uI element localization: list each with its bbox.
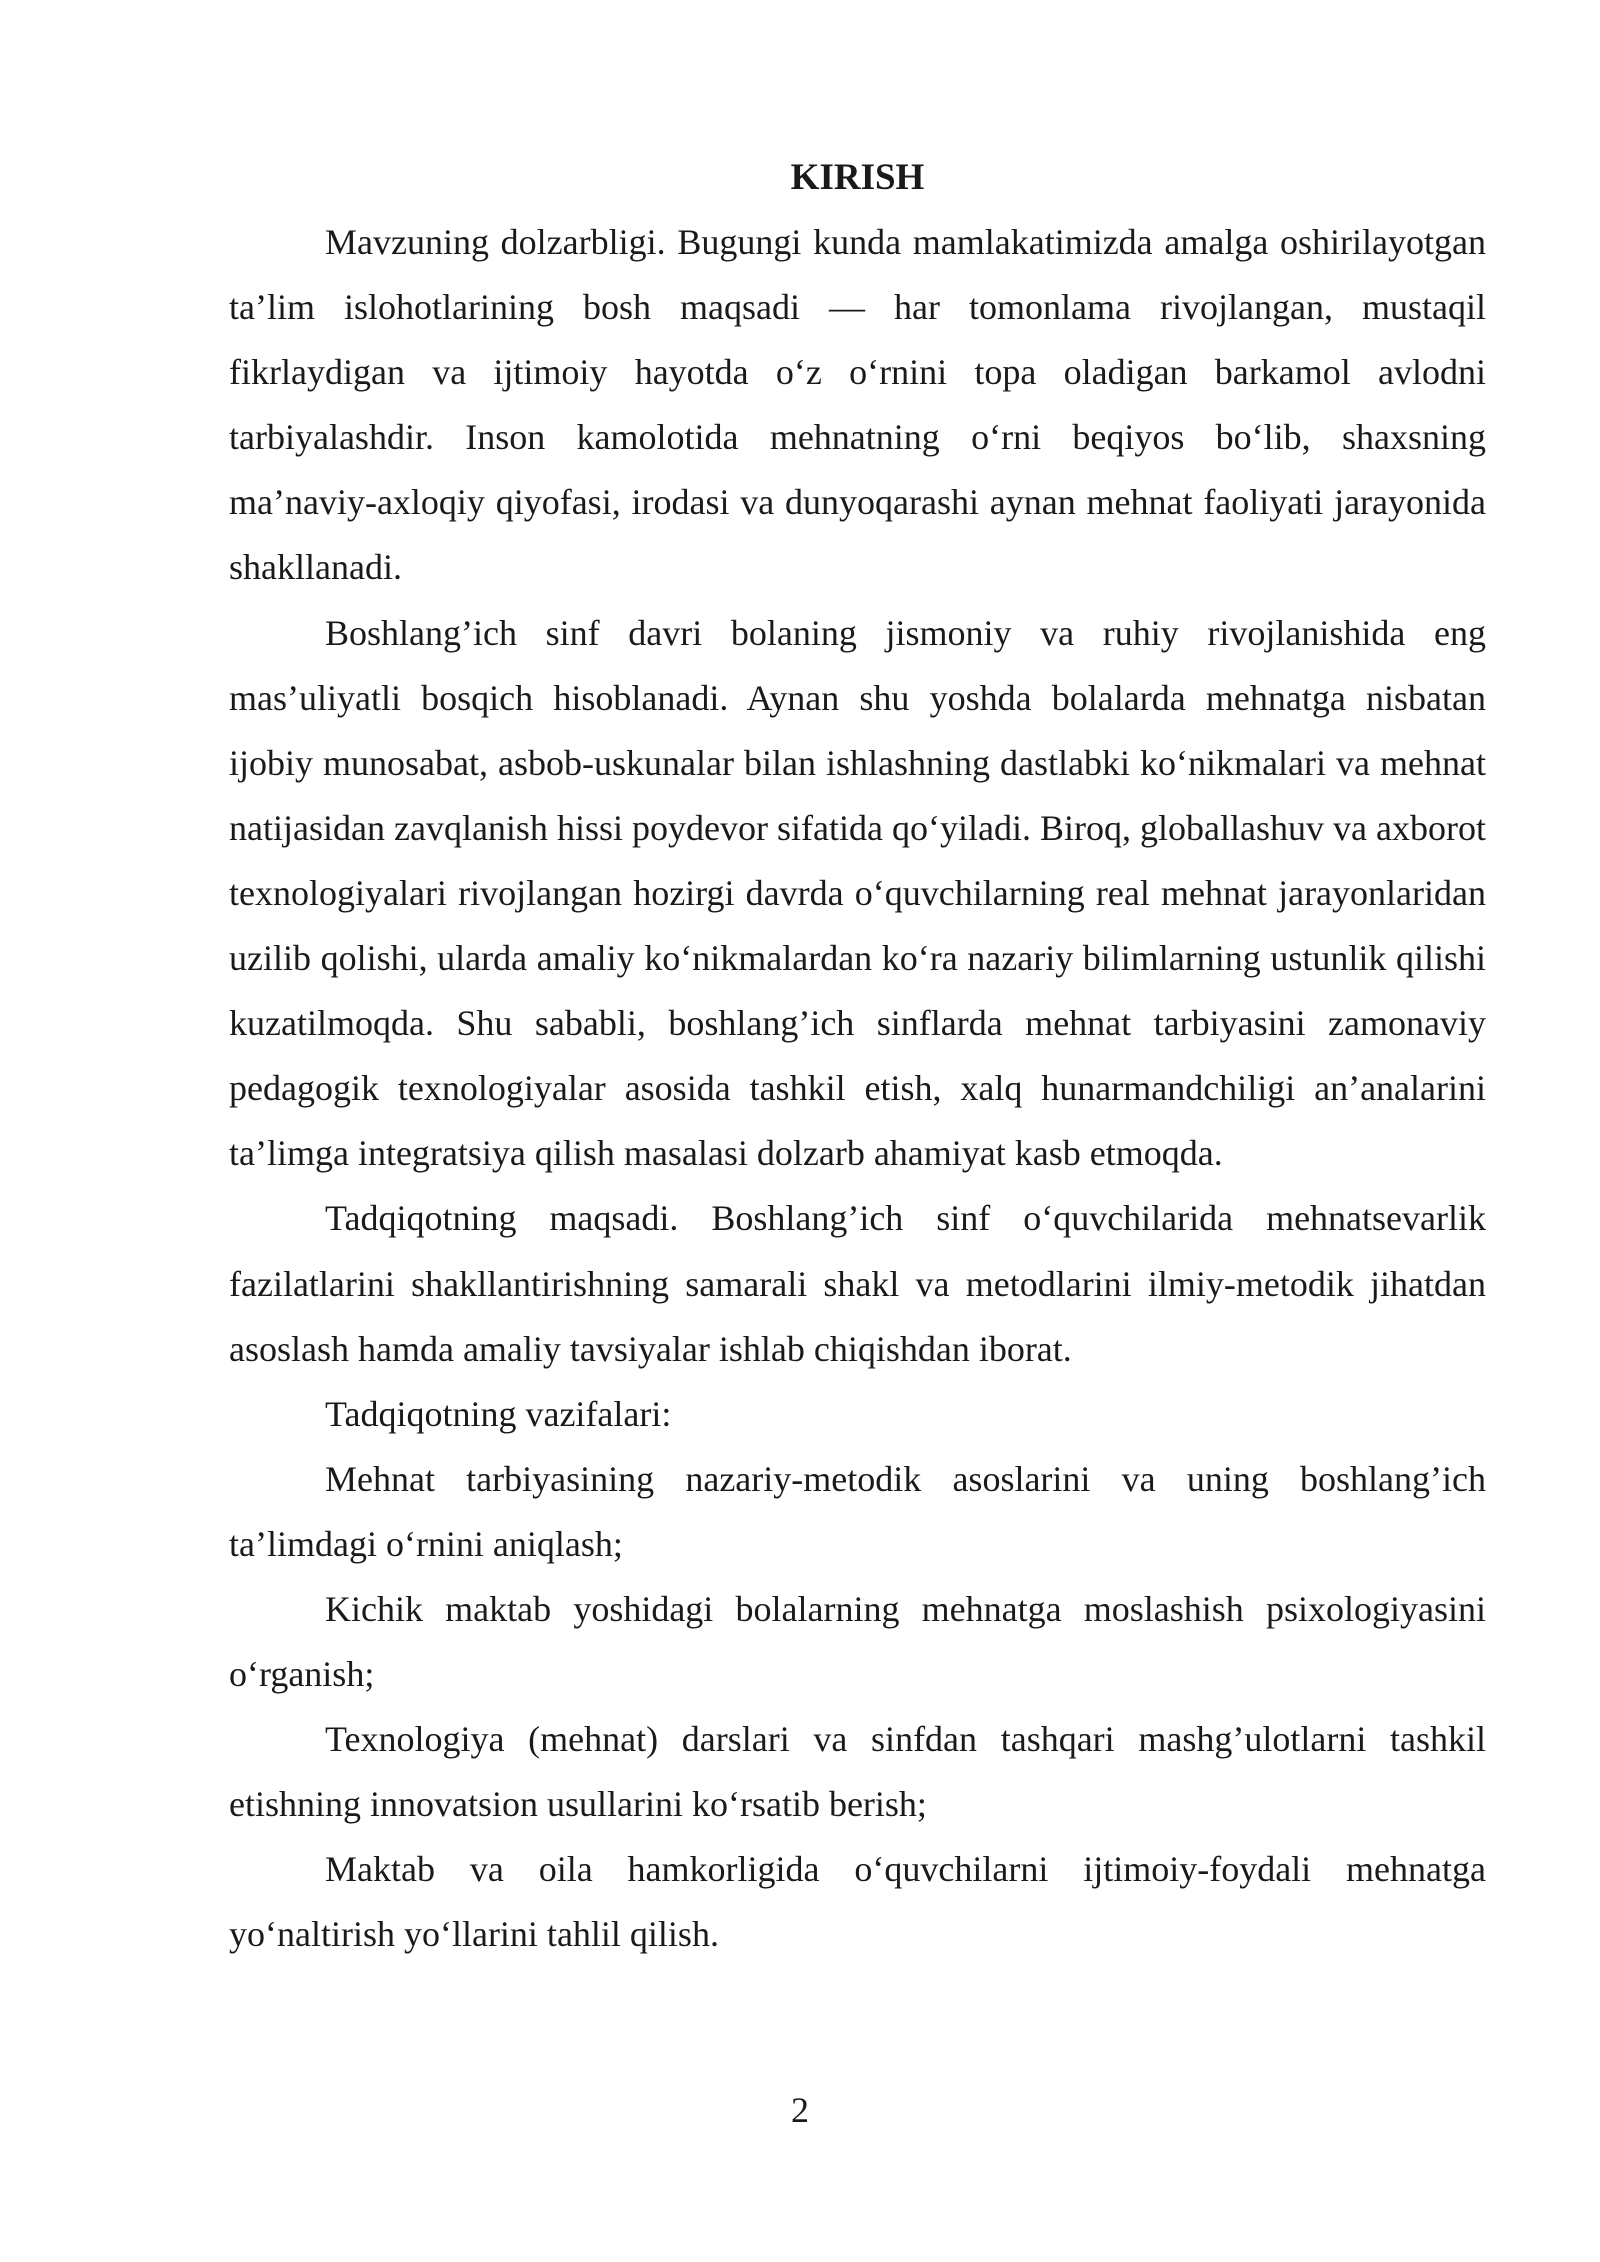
- paragraph-relevance: Mavzuning dolzarbligi. Bugungi kunda mamlakatimizda amalga oshirilayotgan ta’lim islohotlarining bosh maqsadi — har tomonlama rivojlangan, mustaqil fikrlaydigan va ijtimoiy hayotda o‘z o‘rnini topa oladigan barkamol avlodni tarbiyalashdir. Inson kamolotida mehnatning o‘rni beqiyos bo‘lib, shaxsning ma’naviy-axloqiy qiyofasi, irodasi va dunyoqarashi aynan mehnat faoliyati jarayonida shakllanadi.: [229, 222, 1486, 588]
- paragraph-task-4: Maktab va oila hamkorligida o‘quvchilarni ijtimoiy-foydali mehnatga yo‘naltirish yo‘llarini tahlil qilish.: [229, 1849, 1486, 1955]
- paragraph-primary-school: Boshlang’ich sinf davri bolaning jismoniy va ruhiy rivojlanishida eng mas’uliyatli bosqich hisoblanadi. Aynan shu yoshda bolalarda mehnatga nisbatan ijobiy munosabat, asbob-uskunalar bilan ishlashning dastlabki ko‘nikmalari va mehnat natijasidan zavqlanish hissi poydevor sifatida qo‘yiladi. Biroq, globallashuv va axborot texnologiyalari rivojlangan hozirgi davrda o‘quvchilarning real mehnat jarayonlaridan uzilib qolishi, ularda amaliy ko‘nikmalardan ko‘ra nazariy bilimlarning ustunlik qilishi kuzatilmoqda. Shu sababli, boshlang’ich sinflarda mehnat tarbiyasini zamonaviy pedagogik texnologiyalar asosida tashkil etish, xalq hunarmandchiligi an’analarini ta’limga integratsiya qilish masalasi dolzarb ahamiyat kasb etmoqda.: [229, 612, 1486, 1174]
- paragraph-research-goal: Tadqiqotning maqsadi. Boshlang’ich sinf o‘quvchilarida mehnatsevarlik fazilatlarini shakllantirishning samarali shakl va metodlarini ilmiy-metodik jihatdan asoslash hamda amaliy tavsiyalar ishlab chiqishdan iborat.: [229, 1198, 1486, 1369]
- paragraph-research-tasks-heading: Tadqiqotning vazifalari:: [325, 1393, 672, 1434]
- page-content: [229, 145, 1486, 1968]
- paragraph-task-1: Mehnat tarbiyasining nazariy-metodik asoslarini va uning boshlang’ich ta’limdagi o‘rnini aniqlash;: [229, 1458, 1486, 1564]
- section-title: KIRISH: [790, 157, 925, 198]
- page-number: 2: [791, 2090, 809, 2130]
- paragraph-task-3: Texnologiya (mehnat) darslari va sinfdan tashqari mashg’ulotlarni tashkil etishning innovatsion usullarini ko‘rsatib berish;: [229, 1719, 1486, 1825]
- paragraph-task-2: Kichik maktab yoshidagi bolalarning mehnatga moslashish psixologiyasini o‘rganish;: [229, 1588, 1486, 1695]
